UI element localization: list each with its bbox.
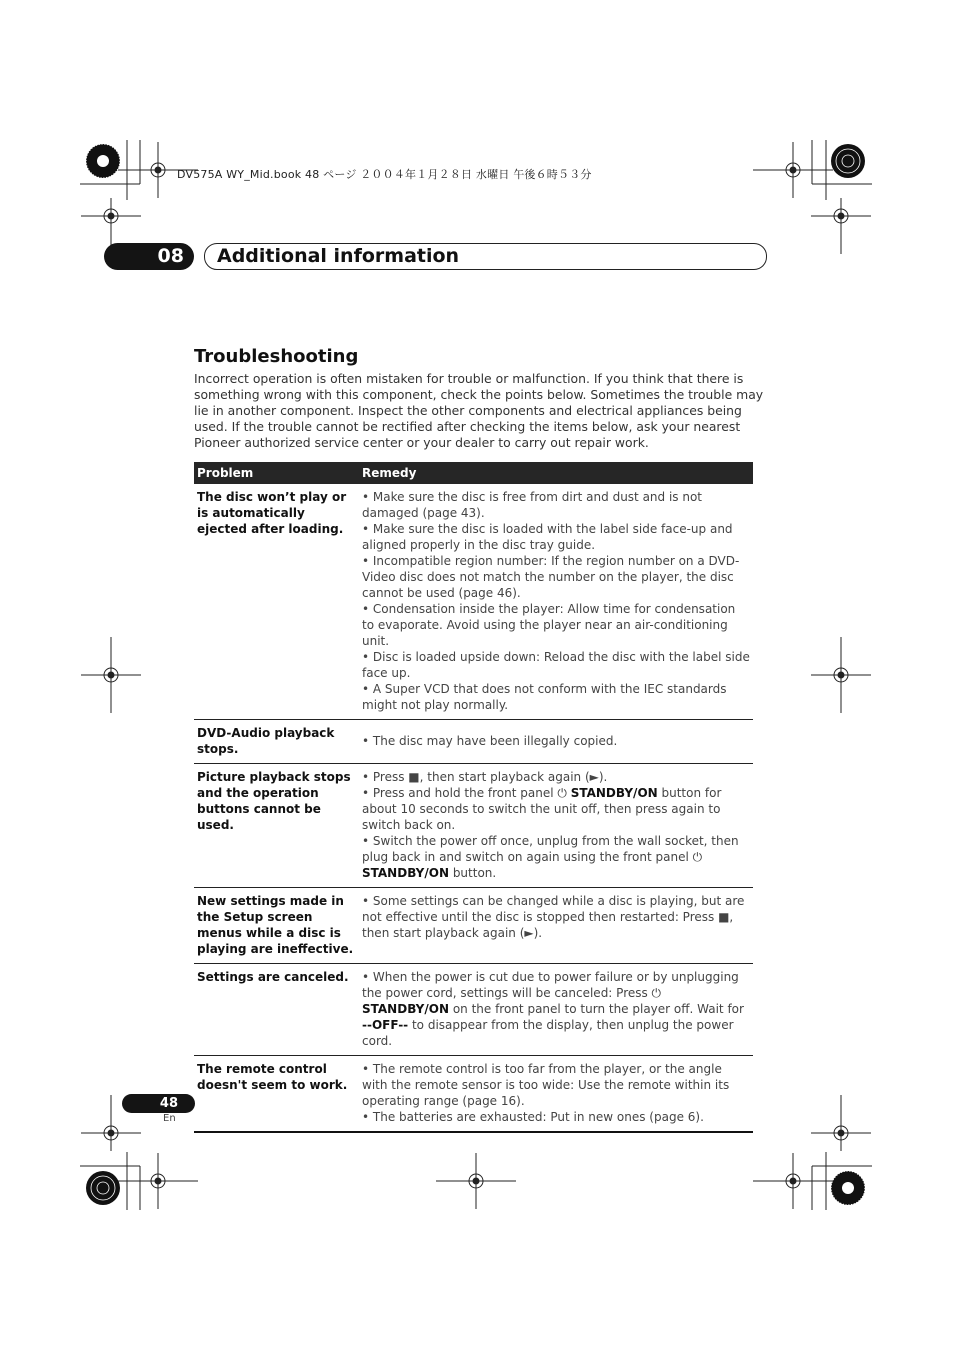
remedy-item <box>362 969 750 1049</box>
problem-cell: Settings are canceled. <box>194 964 358 1056</box>
remedy-text: button. <box>449 866 497 880</box>
remedy-item <box>362 785 750 833</box>
problem-cell: The remote control doesn't seem to work. <box>194 1056 358 1133</box>
table-header-row <box>194 462 753 484</box>
standby-on-label: STANDBY/ON <box>362 1002 449 1016</box>
problem-cell: The disc won’t play or is automatically ejected after loading. <box>194 484 358 720</box>
remedy-item: • Incompatible region number: If the region number on a DVD-Video disc does not match the number on the player, the disc cannot be used (page 46). <box>362 554 740 600</box>
table-row <box>194 720 753 764</box>
print-header: DV575A WY_Mid.book 48 ページ ２００４年１月２８日 水曜日 午後６時５３分 <box>177 168 592 181</box>
troubleshooting-table <box>194 462 753 1133</box>
header-problem: Problem <box>194 462 358 484</box>
language-code: En <box>163 1113 176 1124</box>
section-title: Troubleshooting <box>194 346 359 367</box>
problem-cell: New settings made in the Setup screen menus while a disc is playing are ineffective. <box>194 888 358 964</box>
problem-cell: DVD-Audio playback stops. <box>194 720 358 764</box>
header-remedy: Remedy <box>358 462 753 484</box>
remedy-text: to disappear from the display, then unplug the power cord. <box>362 1018 734 1048</box>
remedy-item <box>362 833 750 881</box>
remedy-item: • The batteries are exhausted: Put in new ones (page 6). <box>362 1110 704 1124</box>
remedy-cell <box>358 1056 753 1133</box>
remedy-cell <box>358 764 753 888</box>
remedy-cell <box>358 888 753 964</box>
table-row <box>194 888 753 964</box>
table-row <box>194 964 753 1056</box>
remedy-text: button for about 10 seconds to switch the unit off, then press again to switch back on. <box>362 786 722 832</box>
chapter-number-badge: 08 <box>104 243 194 270</box>
remedy-cell <box>358 720 753 764</box>
table-row <box>194 764 753 888</box>
section-intro: Incorrect operation is often mistaken for trouble or malfunction. If you think that there is something wrong with this component, check the points below. Sometimes the trouble may lie in another component. Inspect the other components and electrical appliances being used. If the trouble cannot be rectified after checking the items below, ask your nearest Pioneer authorized service center or your dealer to carry out repair work. <box>194 371 764 450</box>
off-label: --OFF-- <box>362 1018 409 1032</box>
chapter-title: Additional information <box>217 245 460 267</box>
remedy-item: • The disc may have been illegally copied. <box>362 734 618 748</box>
remedy-item: • A Super VCD that does not conform with the IEC standards might not play normally. <box>362 682 727 712</box>
remedy-item: • The remote control is too far from the player, or the angle with the remote sensor is too wide: Use the remote within its operating range (page 16). <box>362 1062 730 1108</box>
standby-on-label: STANDBY/ON <box>362 866 449 880</box>
remedy-cell <box>358 964 753 1056</box>
remedy-text: • Switch the power off once, unplug from the wall socket, then plug back in and switch on again using the front panel ⏻ <box>362 834 739 864</box>
remedy-item: • Disc is loaded upside down: Reload the disc with the label side face up. <box>362 650 750 680</box>
page-number-badge: 48 <box>122 1094 195 1113</box>
remedy-item: • Make sure the disc is loaded with the label side face-up and aligned properly in the disc tray guide. <box>362 522 733 552</box>
remedy-text: • Press and hold the front panel ⏻ <box>362 786 571 800</box>
remedy-item: • Condensation inside the player: Allow time for condensation to evaporate. Avoid using the player near an air-conditioning unit. <box>362 602 736 648</box>
remedy-text: • When the power is cut due to power failure or by unplugging the power cord, settings will be canceled: Press ⏻ <box>362 970 739 1000</box>
remedy-item: • Some settings can be changed while a disc is playing, but are not effective until the disc is stopped then restarted: Press ■, then start playback again (►). <box>362 894 745 940</box>
table-row <box>194 484 753 720</box>
remedy-item: • Make sure the disc is free from dirt and dust and is not damaged (page 43). <box>362 490 703 520</box>
problem-cell: Picture playback stops and the operation buttons cannot be used. <box>194 764 358 888</box>
remedy-text: on the front panel to turn the player off. Wait for <box>449 1002 744 1016</box>
table-row <box>194 1056 753 1133</box>
standby-on-label: STANDBY/ON <box>570 786 658 800</box>
remedy-item: • Press ■, then start playback again (►). <box>362 770 608 784</box>
remedy-cell <box>358 484 753 720</box>
